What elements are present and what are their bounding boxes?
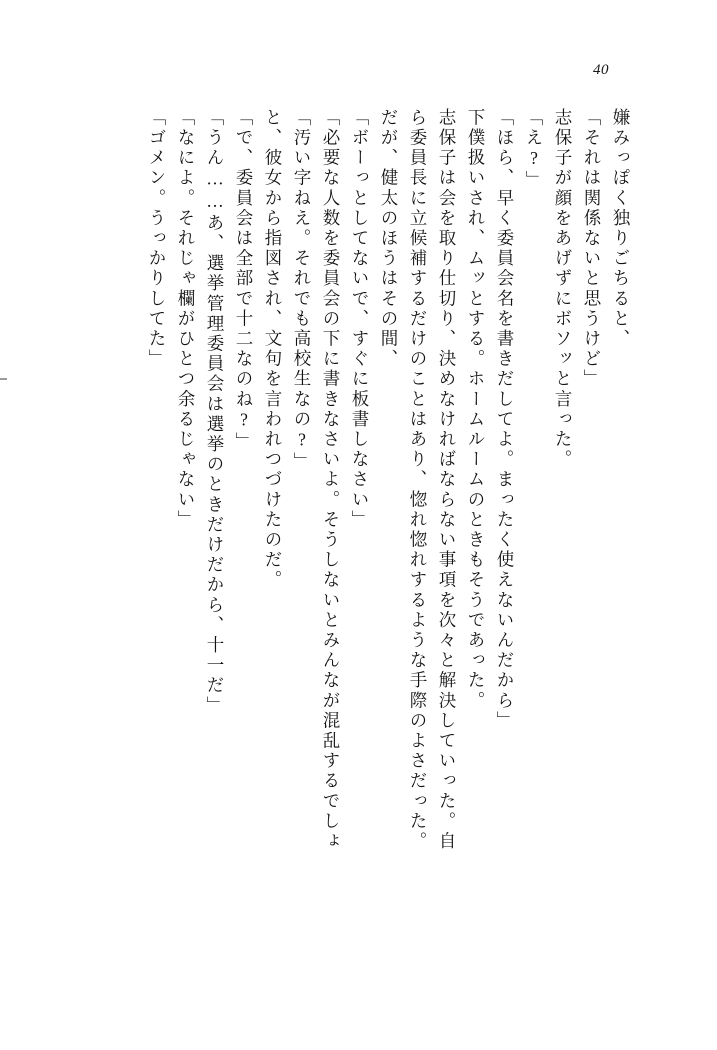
text-line: ら委員長に立候補するだけのことはあり、惚れ惚れするような手際のよさだった。 bbox=[408, 108, 428, 852]
vertical-text-body bbox=[89, 108, 629, 908]
text-line: と、彼女から指図され、文句を言われつづけたのだ。 bbox=[263, 108, 283, 591]
text-line: 下僕扱いされ、ムッとする。ホームルームのときもそうであった。 bbox=[466, 108, 486, 711]
text-line: だが、健太のほうはその間、 bbox=[379, 108, 399, 370]
page-edge-mark bbox=[0, 378, 7, 380]
text-line: 「それは関係ないと思うけど」 bbox=[582, 108, 602, 390]
text-line: 「ほら、早く委員会名を書きだしてよ。まったく使えないんだから」 bbox=[495, 108, 515, 732]
text-line: 「必要な人数を委員会の下に書きなさいよ。そうしないとみんなが混乱するでしょ bbox=[321, 108, 341, 852]
text-line: 「え?」 bbox=[524, 108, 544, 191]
text-line: 志保子は会を取り仕切り、決めなければならない事項を次々と解決していった。自 bbox=[437, 108, 457, 852]
text-line: 「ゴメン。うっかりしてた」 bbox=[147, 108, 167, 370]
text-line: 「汚い字ねえ。それでも高校生なの?」 bbox=[292, 108, 312, 473]
text-line: 「なによ。それじゃ欄がひとつ余るじゃない」 bbox=[176, 108, 196, 531]
text-line: 「うん……あ、選挙管理委員会は選挙のときだけだから、十一だ」 bbox=[205, 108, 225, 716]
page-number: 40 bbox=[593, 62, 609, 78]
text-line: 志保子が顔をあげずにボソッと言った。 bbox=[553, 108, 573, 470]
text-line: 嫌みっぽく独りごちると、 bbox=[611, 108, 631, 350]
text-line: 「で、委員会は全部で十二なのね?」 bbox=[234, 108, 254, 453]
text-line: 「ボーっとしてないで、すぐに板書しなさい」 bbox=[350, 108, 370, 531]
